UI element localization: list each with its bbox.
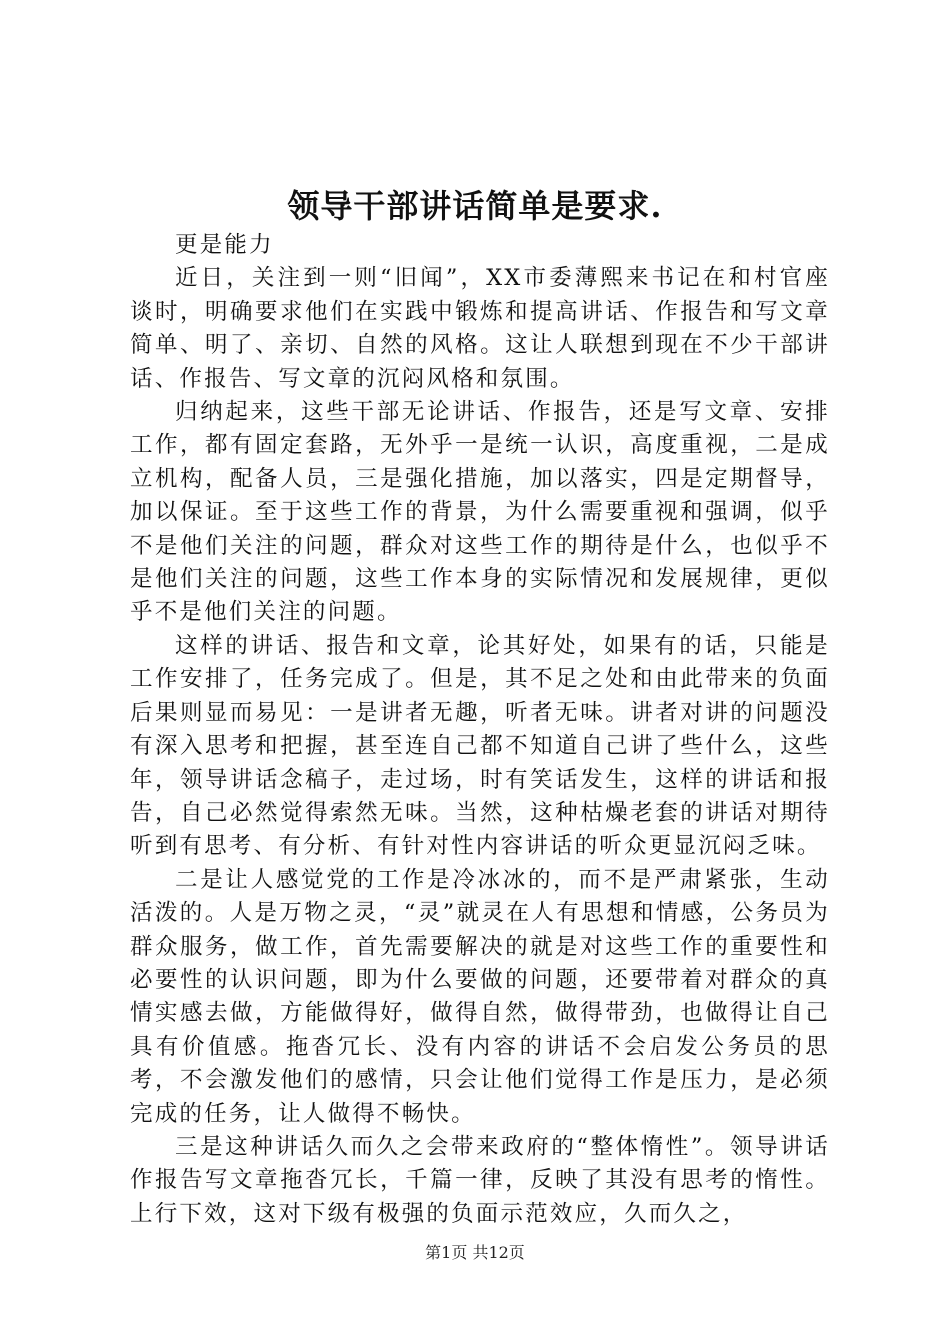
paragraph: 更是能力 [175,232,274,258]
paragraph: 近日，关注到一则“旧闻”，XX市委薄熙来书记在和村官座谈时，明确要求他们在实践中锻炼和提高讲话、作报告和写文章简单、明了、亲切、自然的风格。这让人联想到现在不少干部讲话、作报告、写文章的沉闷风格和氛围。 [130,265,830,392]
paragraph: 三是这种讲话久而久之会带来政府的“整体惰性”。领导讲话作报告写文章拖沓冗长，千篇一律，反映了其没有思考的惰性。上行下效，这对下级有极强的负面示范效应，久而久之， [130,1133,830,1227]
document-title: 领导干部讲话简单是要求. [287,187,663,225]
paragraph: 这样的讲话、报告和文章，论其好处，如果有的话，只能是工作安排了，任务完成了。但是，其不足之处和由此带来的负面后果则显而易见：一是讲者无趣，听者无味。讲者对讲的问题没有深入思考和把握，甚至连自己都不知道自己讲了些什么，这些年，领导讲话念稿子，走过场，时有笑话发生，这样的讲话和报告，自己必然觉得索然无味。当然，这种枯燥老套的讲话对期待听到有思考、有分析、有针对性内容讲话的听众更显沉闷乏味。 [130,632,830,860]
page-footer: 第1页 共12页 [425,1243,525,1262]
paragraph: 二是让人感觉党的工作是冷冰冰的，而不是严肃紧张，生动活泼的。人是万物之灵，“灵”就灵在人有思想和情感，公务员为群众服务，做工作，首先需要解决的就是对这些工作的重要性和必要性的认识问题，即为什么要做的问题，还要带着对群众的真情实感去做，方能做得好，做得自然，做得带劲，也做得让自己具有价值感。拖沓冗长、没有内容的讲话不会启发公务员的思考，不会激发他们的感情，只会让他们觉得工作是压力，是必须完成的任务，让人做得不畅快。 [130,866,830,1127]
document-body [130,229,830,1231]
paragraph: 归纳起来，这些干部无论讲话、作报告，还是写文章、安排工作，都有固定套路，无外乎一是统一认识，高度重视，二是成立机构，配备人员，三是强化措施，加以落实，四是定期督导，加以保证。至于这些工作的背景，为什么需要重视和强调，似乎不是他们关注的问题，群众对这些工作的期待是什么，也似乎不是他们关注的问题，这些工作本身的实际情况和发展规律，更似乎不是他们关注的问题。 [130,399,830,626]
